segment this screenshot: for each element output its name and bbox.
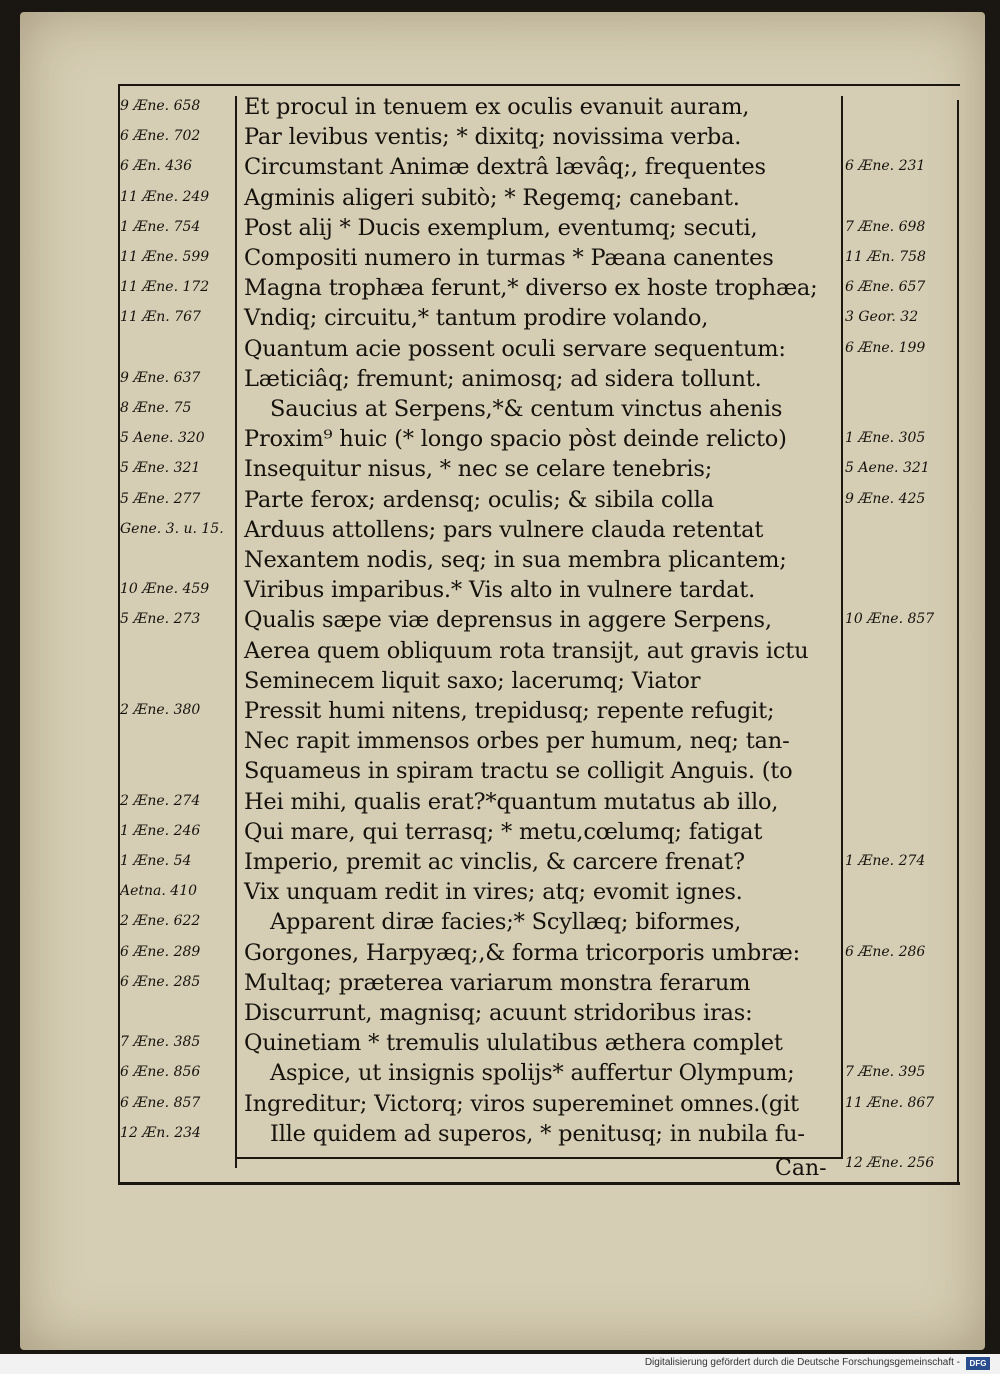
left-margin-reference: 2 Æne. 380 [120, 702, 201, 718]
right-margin-reference: 1 Æne. 274 [845, 853, 926, 869]
dfg-logo: DFG [966, 1357, 990, 1370]
left-margin-reference: 11 Æn. 767 [120, 309, 201, 326]
verse-line: Vndiq; circuitu,* tantum prodire volando, [244, 305, 709, 332]
frame-rule-bottom [118, 1182, 960, 1185]
left-margin-reference: 6 Æne. 856 [120, 1064, 201, 1081]
verse-line: Læticiâq; fremunt; animosq; ad sidera tollunt. [244, 365, 762, 392]
verse-line: Multaq; præterea variarum monstra ferarum [244, 969, 751, 996]
right-margin-reference: 6 Æne. 657 [845, 279, 926, 296]
right-margin-reference: 10 Æne. 857 [845, 611, 935, 628]
verse-line: Et procul in tenuem ex oculis evanuit auram, [244, 94, 750, 120]
verse-line: Hei mihi, qualis erat?*quantum mutatus ab illo, [244, 788, 779, 815]
verse-line: Discurrunt, magnisq; acuunt stridoribus iras: [244, 1000, 753, 1026]
left-margin-reference: 11 Æne. 172 [120, 279, 210, 296]
right-margin-reference: 1 Æne. 305 [845, 430, 926, 447]
verse-line: Insequitur nisus, * nec se celare tenebris; [244, 456, 713, 483]
left-margin-reference: 1 Æne. 246 [120, 822, 201, 839]
verse-line: Seminecem liquit saxo; lacerumq; Viator [244, 667, 701, 694]
left-margin-reference: Aetna. 410 [120, 883, 198, 900]
frame-rule-right [957, 100, 959, 1184]
frame-rule-left-inner [235, 96, 237, 1168]
verse-line: Proxim⁹ huic (* longo spacio pòst deinde relicto) [244, 426, 787, 453]
verse-line: Qui mare, qui terrasq; * metu,cœlumq; fatigat [244, 818, 763, 845]
verse-line: Agminis aligeri subitò; * Regemq; canebant. [244, 184, 740, 211]
right-margin-reference: 6 Æne. 199 [845, 339, 926, 356]
verse-line: Aerea quem obliquum rota transijt, aut gravis ictu [244, 637, 809, 664]
verse-line: Viribus imparibus.* Vis alto in vulnere tardat. [244, 577, 756, 604]
left-margin-reference: 5 Æne. 321 [120, 460, 201, 477]
right-margin-reference: 6 Æne. 286 [845, 943, 926, 960]
verse-line: Squameus in spiram tractu se colligit Anguis. (to [244, 758, 793, 785]
left-margin-reference: 6 Æne. 857 [120, 1094, 201, 1111]
verse-line: Par levibus ventis; * dixitq; novissima verba. [244, 124, 742, 151]
left-margin-reference: 6 Æne. 702 [120, 128, 201, 145]
left-margin-reference: 6 Æne. 285 [120, 973, 201, 990]
left-margin-reference: 5 Æne. 273 [120, 611, 201, 628]
left-margin-reference: Gene. 3. u. 15. [120, 520, 224, 537]
catchword: Can- [775, 1156, 827, 1181]
verse-line: Apparent diræ facies;* Scyllæq; biformes, [270, 909, 742, 936]
left-margin-reference: 2 Æne. 274 [120, 792, 201, 809]
left-margin-reference: 6 Æn. 436 [120, 158, 193, 175]
left-margin-reference: 2 Æne. 622 [120, 913, 201, 930]
left-margin-reference: 10 Æne. 459 [120, 581, 210, 598]
verse-line: Pressit humi nitens, trepidusq; repente refugit; [244, 698, 775, 724]
right-margin-reference: 7 Æne. 698 [845, 218, 926, 235]
left-margin-reference: 6 Æne. 289 [120, 943, 201, 960]
right-margin-reference: 5 Aene. 321 [845, 460, 930, 477]
frame-rule-top [118, 84, 960, 86]
left-margin-reference: 1 Æne. 54 [120, 853, 192, 869]
left-margin-reference: 12 Æn. 234 [120, 1124, 201, 1141]
verse-line: Ingreditur; Victorq; viros supereminet omnes.(git [244, 1090, 799, 1117]
verse-line: Quantum acie possent oculi servare sequentum: [244, 335, 786, 362]
verse-line: Ille quidem ad superos, * penitusq; in nubila fu- [270, 1120, 805, 1147]
right-margin-reference: 12 Æne. 256 [845, 1155, 935, 1171]
right-margin-reference: 3 Geor. 32 [845, 309, 919, 326]
verse-line: Imperio, premit ac vinclis, & carcere frenat? [244, 849, 745, 875]
left-margin-reference: 1 Æne. 754 [120, 218, 201, 235]
verse-line: Vix unquam redit in vires; atq; evomit ignes. [244, 879, 743, 906]
verse-line: Magna trophæa ferunt,* diverso ex hoste trophæa; [244, 275, 818, 302]
verse-line: Post alij * Ducis exemplum, eventumq; secuti, [244, 214, 758, 241]
left-margin-reference: 7 Æne. 385 [120, 1034, 201, 1051]
verse-line: Qualis sæpe viæ deprensus in aggere Serpens, [244, 607, 772, 634]
verse-line: Quinetiam * tremulis ululatibus æthera complet [244, 1030, 783, 1057]
verse-line: Nexantem nodis, seq; in sua membra plicantem; [244, 547, 787, 573]
left-margin-reference: 5 Æne. 277 [120, 490, 201, 507]
verse-line: Parte ferox; ardensq; oculis; & sibila colla [244, 486, 714, 513]
verse-line: Aspice, ut insignis spolijs* auffertur Olympum; [270, 1060, 795, 1087]
right-margin-reference: 11 Æne. 867 [845, 1094, 935, 1111]
right-margin-reference: 7 Æne. 395 [845, 1064, 926, 1081]
digitization-credit: Digitalisierung gefördert durch die Deutsche Forschungsgemeinschaft - [644, 1357, 960, 1368]
verse-line: Nec rapit immensos orbes per humum, neq; tan- [244, 728, 790, 755]
verse-line: Compositi numero in turmas * Pæana canentes [244, 245, 774, 271]
left-margin-reference: 11 Æne. 249 [120, 188, 210, 205]
left-margin-reference: 9 Æne. 637 [120, 369, 201, 386]
left-margin-reference: 8 Æne. 75 [120, 400, 192, 416]
left-margin-reference: 11 Æne. 599 [120, 249, 210, 265]
verse-line: Circumstant Animæ dextrâ lævâq;, frequentes [244, 154, 766, 181]
right-margin-reference: 11 Æn. 758 [845, 249, 926, 265]
right-margin-reference: 9 Æne. 425 [845, 490, 926, 507]
left-margin-reference: 5 Aene. 320 [120, 430, 205, 447]
frame-rule-text-bottom [236, 1157, 843, 1159]
verse-line: Arduus attollens; pars vulnere clauda retentat [244, 516, 764, 543]
right-margin-reference: 6 Æne. 231 [845, 158, 926, 175]
verse-line: Gorgones, Harpyæq;,& forma tricorporis umbræ: [244, 939, 800, 966]
left-margin-reference: 9 Æne. 658 [120, 98, 201, 114]
verse-line: Saucius at Serpens,*& centum vinctus ahenis [270, 396, 783, 422]
